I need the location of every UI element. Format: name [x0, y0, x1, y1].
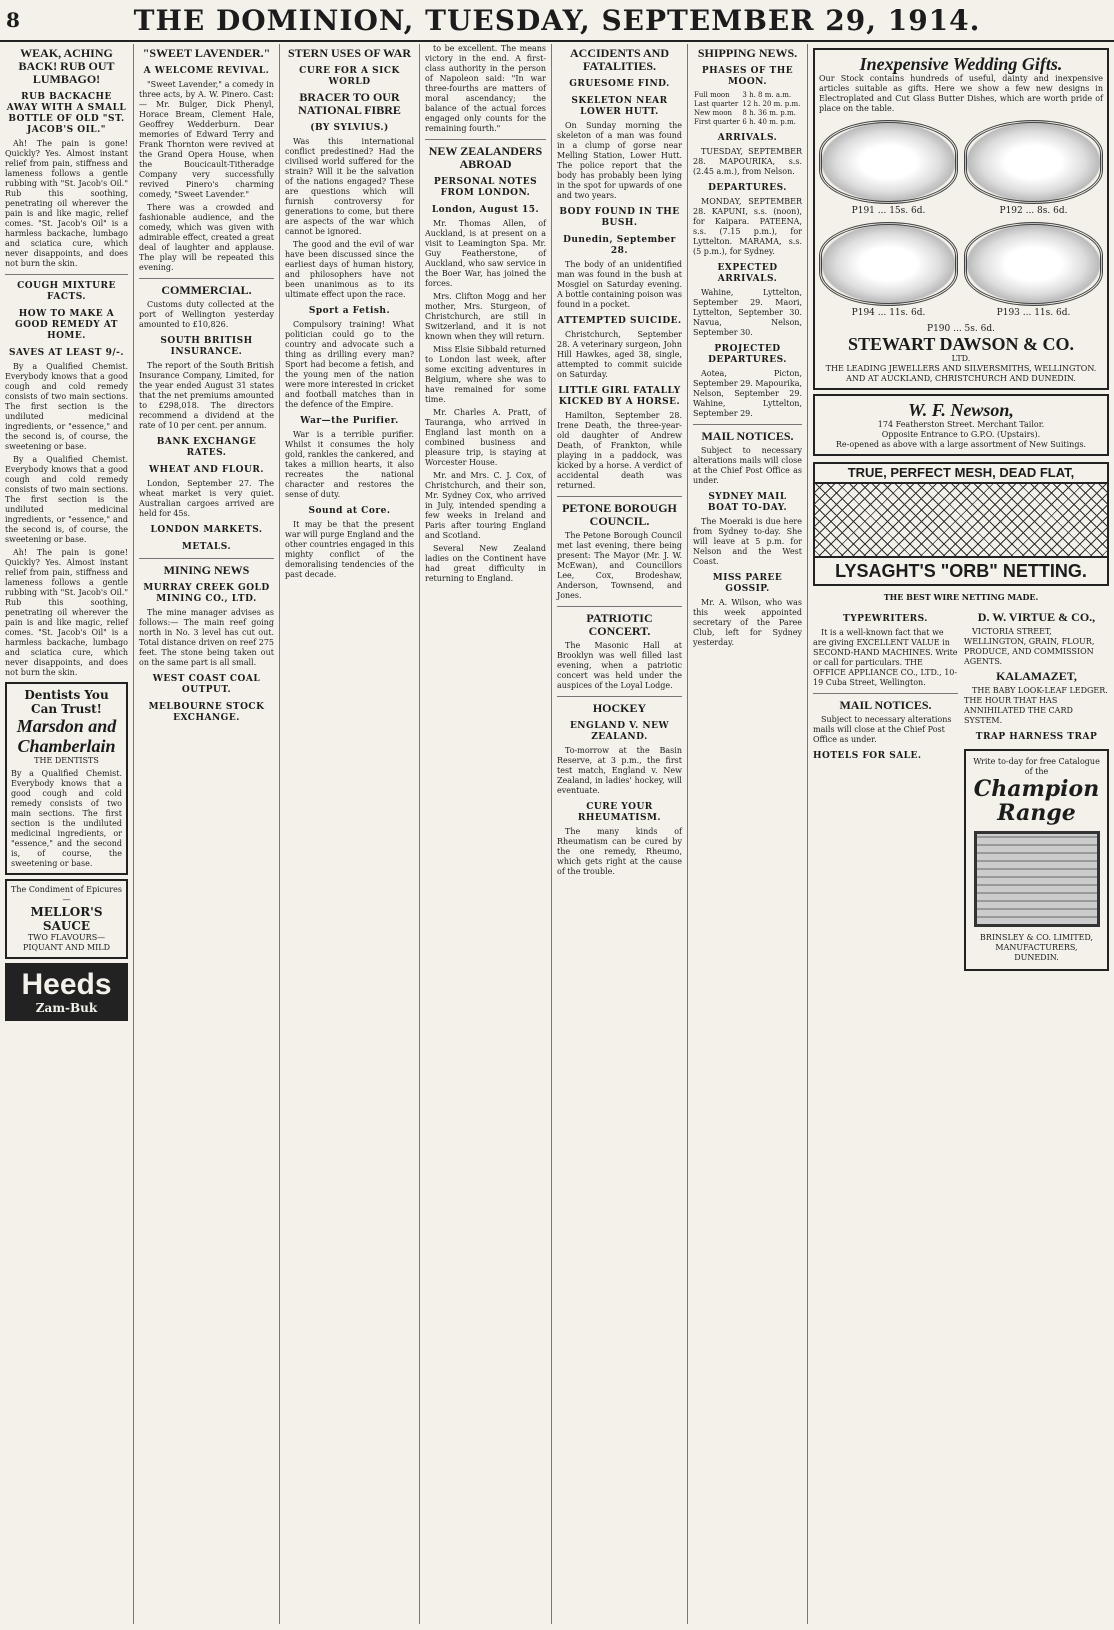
butter-dish-item	[819, 222, 958, 318]
virtue-text: VICTORIA STREET, WELLINGTON, GRAIN, FLOUR, PRODUCE, AND COMMISSION AGENTS.	[964, 627, 1095, 666]
subhead-skeleton: SKELETON NEAR LOWER HUTT.	[571, 96, 668, 117]
butter-dish-price: P192 ... 8s. 6d.	[999, 206, 1068, 216]
butter-dish-image	[819, 120, 958, 204]
article-sydney-mail: The Moeraki is due here from Sydney to-day. She will leave at 5 p.m. for Nelson and the West Coast.	[693, 517, 802, 566]
typewriters-headline: TYPEWRITERS.	[843, 614, 928, 624]
headline-gruesome: GRUESOME FIND.	[569, 79, 670, 89]
netting-headline: TRUE, PERFECT MESH, DEAD FLAT,	[815, 464, 1107, 484]
dentists-ad-headline: Dentists You Can Trust!	[24, 688, 109, 716]
headline-miss-paree: MISS PAREE GOSSIP.	[712, 573, 783, 594]
column-rule	[139, 558, 274, 559]
moon-time: 8 h. 36 m. p.m.	[742, 109, 796, 117]
column-rule	[139, 278, 274, 279]
netting-brand	[815, 556, 1107, 584]
kalamazet-text: THE BABY LOOK-LEAF LEDGER. THE HOUR THAT HAS ANNIHILATED THE CARD SYSTEM.	[964, 686, 1108, 725]
subhead-revival: A WELCOME REVIVAL.	[143, 66, 270, 76]
zambuk-ad	[5, 963, 128, 1021]
butter-dish-price: P191 ... 15s. 6d.	[851, 206, 926, 216]
article-war-2: The good and the evil of war have been discussed since the earliest days of human history, and philosophers have not been unanimous as to its ultimate effect upon the race.	[285, 240, 414, 299]
headline-sydney-mail: SYDNEY MAIL BOAT TO-DAY.	[707, 492, 788, 513]
article-suicide: Christchurch, September 28. A veterinary surgeon, John Hill Hawkes, aged 38, single, attempted to commit suicide on Saturday.	[557, 330, 682, 379]
headline-patriotic: PATRIOTIC CONCERT.	[586, 611, 653, 638]
moon-phase: New moon	[694, 109, 733, 117]
butter-dish-item	[964, 222, 1103, 318]
headline-melbourne: MELBOURNE STOCK EXCHANGE.	[148, 702, 265, 723]
butter-dish-image	[964, 120, 1103, 204]
dentists-ad-tag: THE DENTISTS	[34, 756, 99, 765]
article-sweet-lavender-2: There was a crowded and fashionable audience, and the comedy, which was given with admirable effect, created a great deal of laughter and applause. The play will be repeated this evening.	[139, 203, 274, 272]
list-departures: MONDAY, SEPTEMBER 28. KAPUNI, s.s. (noon), for Kaipara. PATEENA, s.s. (7.15 p.m.), for Lyttelton. MARAMA, s.s. (5 p.m.), for Sydney.	[693, 197, 802, 256]
column-rule	[5, 274, 128, 275]
table-row	[693, 91, 802, 100]
stewart-dawson-sub: THE LEADING JEWELLERS AND SILVERSMITHS, WELLINGTON.	[825, 364, 1097, 373]
wedding-gifts-title: Inexpensive Wedding Gifts.	[859, 54, 1063, 74]
byline: (BY SYLVIUS.)	[310, 123, 389, 133]
subhead-personal-notes: PERSONAL NOTES FROM LONDON.	[433, 177, 538, 198]
headline-lumbago: WEAK, ACHING BACK! RUB OUT LUMBAGO!	[18, 46, 115, 86]
list-expected: Wahine, Lyttelton, September 29. Maori, Lyttelton, September 30. Navua, Nelson, September 30.	[693, 288, 802, 337]
virtue-headline: D. W. VIRTUE & CO.,	[977, 610, 1096, 624]
table-row	[693, 109, 802, 118]
dateline-london: London, August 15.	[431, 205, 540, 215]
article-personal-6: Several New Zealand ladies on the Continent have had great difficulty in returning to England.	[425, 544, 546, 583]
article-hockey: To-morrow at the Basin Reserve, at 3 p.m., the first test match, England v. New Zealand, in ladies' hockey, will eventuate.	[557, 746, 682, 795]
butter-dish-item	[819, 120, 958, 216]
headline-mail-notices: MAIL NOTICES.	[701, 429, 794, 443]
article-personal-5: Mr. and Mrs. C. J. Cox, of Christchurch, and their son, Mr. Sydney Cox, who arrived in July, intended spending a few weeks in Ireland and Paris after touring England and Scotland.	[425, 471, 546, 540]
headline-little-girl: LITTLE GIRL FATALLY KICKED BY A HORSE.	[558, 386, 681, 407]
netting-brand-text: LYSAGHT'S "ORB" NETTING.	[835, 561, 1087, 581]
headline-suicide: ATTEMPTED SUICIDE.	[557, 316, 682, 326]
subhead-murray-creek: MURRAY CREEK GOLD MINING CO., LTD.	[143, 583, 270, 604]
wedding-gifts-ad	[813, 48, 1109, 390]
mellors-sauce-ad	[5, 879, 128, 959]
butter-dish-price: P190 ... 5s. 6d.	[927, 324, 995, 334]
champion-range-ad	[964, 749, 1109, 971]
zambuk-brand: Zam-Buk	[35, 1001, 98, 1015]
stewart-dawson-branches: AND AT AUCKLAND, CHRISTCHURCH AND DUNEDIN.	[846, 374, 1076, 383]
subhead-lumbago: RUB BACKACHE AWAY WITH A SMALL BOTTLE OF OLD "ST. JACOB'S OIL."	[6, 92, 127, 135]
moon-phase: First quarter	[694, 118, 740, 126]
newspaper-title: THE DOMINION, TUESDAY, SEPTEMBER 29, 1914.	[133, 4, 981, 37]
article-war-1: Was this international conflict predestined? Had the civilised world suffered for the strain? Will it be the salvation of the nations engaged? These are questions which will furnish controversy for generations to come, but there are aspects of the war which cannot be ignored.	[285, 137, 414, 236]
dentists-ad	[5, 682, 128, 875]
butter-dish-item	[964, 120, 1103, 216]
moon-table	[693, 91, 802, 127]
column-rule	[693, 424, 802, 425]
stove-image	[974, 831, 1100, 927]
headline-projected: PROJECTED DEPARTURES.	[708, 344, 787, 365]
dentists-ad-body: By a Qualified Chemist. Everybody knows that a good cough and cold remedy consists of two main sections. The first section is the undiluted medicinal ingredients, or "essence," and the second is, of course, the sweetening or base.	[11, 769, 122, 868]
headline-expected: EXPECTED ARRIVALS.	[717, 263, 778, 284]
column-rule	[813, 693, 958, 694]
butter-dish-image	[819, 222, 958, 306]
headline-petone: PETONE BOROUGH COUNCIL.	[562, 501, 677, 528]
butter-dish-price: P194 ... 11s. 6d.	[851, 308, 926, 318]
moon-time: 3 h. 8 m. a.m.	[742, 91, 792, 99]
article-remedy: By a Qualified Chemist. Everybody knows that a good cough and cold remedy consists of two main sections. The first section is the undiluted medicinal ingredients, or "essence," and the second is, of course, the sweetening or base.	[5, 362, 128, 451]
article-remedy-cont: By a Qualified Chemist. Everybody knows that a good cough and cold remedy consists of two main sections. The first section is the undiluted medicinal ingredients, or "essence," and the second is, of course, the sweetening or base.	[5, 455, 128, 544]
wedding-gifts-text: Our Stock contains hundreds of useful, dainty and inexpensive articles suitable as gifts. Here we show a few new designs in Electroplated and Cut Glass Butter Dishes, which are worth pride of place on the table.	[819, 74, 1103, 113]
masthead	[0, 0, 1114, 42]
column-rule	[425, 139, 546, 140]
sauce-ad-intro: The Condiment of Epicures—	[11, 885, 122, 904]
subhead-sound: Sound at Core.	[308, 506, 391, 516]
article-miss-paree: Mr. A. Wilson, who was this week appointed secretary of the Paree Club, left for Sydney yesterday.	[693, 598, 802, 647]
sauce-ad-brand: MELLOR'S SAUCE	[30, 905, 103, 933]
ad-row	[813, 608, 1109, 977]
list-arrivals: TUESDAY, SEPTEMBER 28. MAPOURIKA, s.s. (2.45 a.m.), from Nelson.	[693, 147, 802, 176]
headline-accidents: ACCIDENTS AND FATALITIES.	[569, 46, 670, 73]
newson-address: 174 Featherston Street. Merchant Tailor.	[877, 420, 1045, 429]
article-personal-1: Mr. Thomas Allen, of Auckland, is at present on a visit to Leamington Spa. Mr. Guy Featherstone, of Auckland, who saw service in the Boer War, has joined the forces.	[425, 219, 546, 288]
headline-metals: METALS.	[181, 542, 232, 552]
hotels-headline: HOTELS FOR SALE.	[813, 751, 922, 761]
butter-dish-image	[964, 222, 1103, 306]
headline-coal: WEST COAST COAL OUTPUT.	[152, 674, 261, 695]
dentists-ad-firm: Marsdon and Chamberlain	[16, 716, 117, 756]
article-murray-creek: The mine manager advises as follows:— The main reef going north in No. 3 level has cut out. Total distance driven on reef 275 feet. The stone being taken out on the same part is all small.	[139, 608, 274, 667]
lysaght-netting-ad	[813, 462, 1109, 586]
article-personal-3: Miss Elsie Sibbald returned to London last week, after some exciting adventures in Belgium, where she was to have remained for some time.	[425, 345, 546, 404]
subhead-purifier: War—the Purifier.	[300, 416, 399, 426]
column-4	[420, 44, 552, 1624]
sauce-ad-flavours: TWO FLAVOURS— PIQUANT AND MILD	[22, 933, 111, 952]
article-sweet-lavender: "Sweet Lavender," a comedy in three acts, by A. W. Pinero. Cast:— Mr. Bulger, Dick Phenyl, Horace Bream, Clement Hale, Geoffrey Wedderburn. Dear memories of Edward Terry and Frank Thornton were revived at the Grand Opera House, when the Boucicault-Titheradge Company very successfully revived Pinero's charming comedy, "Sweet Lavender."	[139, 80, 274, 199]
butter-dish-price: P193 ... 11s. 6d.	[996, 308, 1071, 318]
harness-headline: TRAP HARNESS TRAP	[975, 732, 1098, 742]
mail-notices-text: Subject to necessary alterations mails will close at the Chief Post Office as under.	[813, 715, 952, 744]
article-south-british: The report of the South British Insurance Company, Limited, for the year ended August 31 states that the net premiums amounted to £298,018. The directors recommend a dividend at the rate of 10 per cent. per annum.	[139, 361, 274, 430]
table-row	[693, 100, 802, 109]
headline-mining: MINING NEWS	[163, 563, 250, 577]
virtue-ad	[964, 608, 1109, 977]
headline-sweet-lavender: "SWEET LAVENDER."	[142, 46, 271, 60]
article-skeleton: On Sunday morning the skeleton of a man was found in a clump of gorse near Melling Station, Lower Hutt. The police report that the body has probably been lying in the spot for upwards of one and two years.	[557, 121, 682, 200]
article-customs: Customs duty collected at the port of Wellington yesterday amounted to £10,826.	[139, 300, 274, 329]
column-6	[688, 44, 808, 1624]
headline-stern-uses: STERN USES OF WAR	[287, 46, 412, 60]
headline-departures: DEPARTURES.	[708, 183, 787, 193]
newson-ad	[813, 394, 1109, 456]
subhead-hockey: ENGLAND V. NEW ZEALAND.	[569, 721, 670, 742]
subhead-cure: CURE FOR A SICK WORLD	[299, 66, 400, 87]
headline-london-markets: LONDON MARKETS.	[150, 525, 263, 535]
column-7-ads	[808, 44, 1114, 1624]
headline-commercial: COMMERCIAL.	[161, 283, 252, 297]
headline-exchange: BANK EXCHANGE RATES.	[156, 437, 257, 458]
subhead-moon: PHASES OF THE MOON.	[701, 66, 794, 87]
table-row	[693, 118, 802, 127]
headline-rheumatism: CURE YOUR RHEUMATISM.	[577, 802, 662, 823]
moon-phase: Full moon	[694, 91, 730, 99]
article-wheat: London, September 27. The wheat market is very quiet. Australian cargoes arrived are held for 45s.	[139, 479, 274, 518]
article-war-cont: to be excellent. The means victory in the end. A first-class authority in the person of Napoleon said: "In war three-fourths are matters of moral ascendancy; the balance of the actual forces engaged only counts for the remaining fourth."	[425, 44, 546, 133]
page-number: 8	[6, 8, 20, 32]
headline-hockey: HOCKEY	[592, 701, 647, 715]
kalamazet-headline: KALAMAZET,	[996, 669, 1077, 683]
column-rule	[557, 496, 682, 497]
typewriters-ad	[813, 608, 958, 977]
range-brand: Champion Range	[973, 776, 1100, 826]
article-personal-2: Mrs. Clifton Mogg and her mother, Mrs. Sturgeon, of Christchurch, are still in Switzerland, and it is not known when they will return.	[425, 292, 546, 341]
article-mail-notices: Subject to necessary alterations mails will close at the Chief Post Office as under.	[693, 446, 802, 485]
mail-notices-headline: MAIL NOTICES.	[839, 698, 932, 712]
headline-nz-abroad: NEW ZEALANDERS ABROAD	[428, 144, 543, 171]
moon-phase: Last quarter	[694, 100, 739, 108]
subhead-remedy: SAVES AT LEAST 9/-.	[8, 348, 125, 358]
stewart-dawson-firm: STEWART DAWSON & CO.	[847, 334, 1075, 354]
article-rheumatism: The many kinds of Rheumatism can be cured by the one remedy, Rheumo, which gets right at the cause of the trouble.	[557, 827, 682, 876]
stewart-dawson-ltd: LTD.	[951, 354, 971, 363]
column-1	[0, 44, 134, 1624]
list-projected: Aotea, Picton, September 29. Mapourika, Nelson, September 29. Wahine, Lyttelton, September 29.	[693, 369, 802, 418]
range-maker: BRINSLEY & CO. LIMITED, MANUFACTURERS, DUNEDIN.	[979, 933, 1094, 962]
headline-arrivals: ARRIVALS.	[717, 133, 778, 143]
newson-name: W. F. Newson,	[908, 400, 1014, 420]
butter-dish-grid	[819, 120, 1103, 318]
column-rule	[557, 696, 682, 697]
article-personal-4: Mr. Charles A. Pratt, of Tauranga, who arrived in England last month on a combined business and pleasure trip, is staying at Worcester House.	[425, 408, 546, 467]
typewriters-text: It is a well-known fact that we are giving EXCELLENT VALUE in SECOND-HAND MACHINES. Write or call for particulars. THE OFFICE APPLIANCE CO., LTD., 10-19 Cuba Street, Wellington.	[813, 628, 958, 687]
article-petone: The Petone Borough Council met last evening, there being present: The Mayor (Mr. J. W. McEwan), and Councillors Lee, Cox, Brodeshaw, Anderson, Townsend, and Jones.	[557, 531, 682, 600]
article-patriotic: The Masonic Hall at Brooklyn was well filled last evening, when a patriotic concert was held under the auspices of the Loyal Lodge.	[557, 641, 682, 690]
dateline-dunedin: Dunedin, September 28.	[563, 235, 676, 256]
article-war-3: Compulsory training! What politician could go to the country and advocate such a thing as drilling every man? Sport had become a fetish, and the young men of the nation were more interested in cricket and football matches than in the defence of the Empire.	[285, 320, 414, 409]
article-war-5: It may be that the present war will purge England and the other countries engaged in this mighty conflict of the demoralising tendencies of the past decade.	[285, 520, 414, 579]
column-rule	[557, 606, 682, 607]
moon-time: 12 h. 20 m. p.m.	[742, 100, 801, 108]
article-remedy-cont-2: Ah! The pain is gone! Quickly? Yes. Almost instant relief from pain, stiffness and lameness follows a gentle rubbing with "St. Jacob's Oil." Rub this soothing, penetrating oil wherever the pain is and like magic, relief comes. "St. Jacob's Oil" is a harmless backache, lumbago and sciatica cure, which never disappoints, and does not burn the skin.	[5, 548, 128, 677]
headline-bracer: BRACER TO OUR NATIONAL FIBRE	[298, 90, 401, 117]
article-war-4: War is a terrible purifier. Whilst it consumes the holy gold, rankles the cankered, and takes a million hearts, it also recreates the national character and restores the sense of duty.	[285, 430, 414, 499]
headline-remedy: HOW TO MAKE A GOOD REMEDY AT HOME.	[14, 309, 119, 341]
column-5	[552, 44, 688, 1624]
newson-note-2: Re-opened as above with a large assortment of New Suitings.	[835, 440, 1087, 449]
headline-wheat: WHEAT AND FLOUR.	[149, 465, 264, 475]
article-body-found: The body of an unidentified man was found in the bush at Mosgiel on Saturday evening. A bottle containing poison was found in a pocket.	[557, 260, 682, 309]
article-lumbago: Ah! The pain is gone! Quickly? Yes. Almost instant relief from pain, stiffness and lameness follows a gentle rubbing with "St. Jacob's Oil." Rub this soothing, penetrating oil wherever the pain is and like magic, relief comes. "St. Jacob's Oil" is a harmless backache, lumbago and sciatica cure, which never disappoints, and does not burn the skin.	[5, 139, 128, 268]
headline-shipping: SHIPPING NEWS.	[697, 46, 798, 60]
range-intro: Write to-day for free Catalogue of the	[973, 757, 1100, 776]
headline-south-british: SOUTH BRITISH INSURANCE.	[160, 336, 253, 357]
headline-body-found: BODY FOUND IN THE BUSH.	[559, 207, 680, 228]
netting-tagline: THE BEST WIRE NETTING MADE.	[883, 592, 1039, 602]
moon-time: 6 h. 40 m. p.m.	[742, 118, 796, 126]
column-2	[134, 44, 280, 1624]
article-little-girl: Hamilton, September 28. Irene Death, the three-year-old daughter of Andrew Death, of Frankton, while playing in a paddock, was kicked by a horse. A verdict of accidental death was returned.	[557, 411, 682, 490]
newson-note: Opposite Entrance to G.P.O. (Upstairs).	[881, 430, 1041, 439]
headline-cough: COUGH MIXTURE FACTS.	[17, 281, 116, 302]
column-3	[280, 44, 420, 1624]
heeds-headline: Heeds	[21, 968, 112, 1001]
subhead-sport: Sport a Fetish.	[308, 306, 391, 316]
